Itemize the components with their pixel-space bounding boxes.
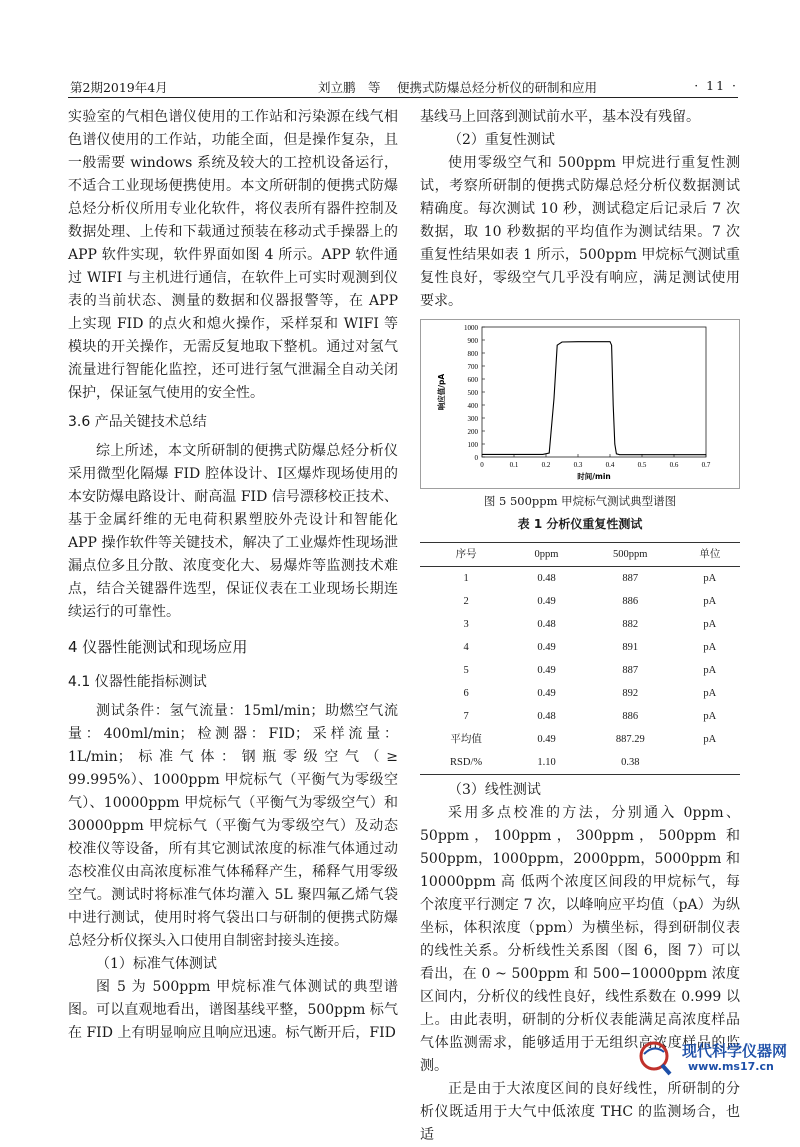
table-cell: 887 (622, 665, 639, 676)
right-column (420, 106, 740, 1147)
running-header (68, 78, 738, 98)
repeatability-table (420, 542, 740, 775)
table-row (420, 682, 740, 705)
table-header-cell: 0ppm (534, 549, 559, 560)
y-tick-label: 400 (467, 402, 478, 410)
table-cell: 0.49 (537, 688, 556, 699)
subheading-linearity: （3）线性测试 (448, 782, 541, 798)
issue-date: 第2期2019年4月 (70, 80, 168, 95)
x-tick-label: 0.6 (669, 461, 679, 469)
table-cell: 平均值 (450, 734, 482, 745)
table-row (420, 728, 740, 751)
y-tick-label: 500 (467, 389, 478, 397)
paragraph: 使用零级空气和 500ppm 甲烷进行重复性测试，考察所研制的便携式防爆总烃分析仪数据测试精确度。每次测试 10 秒，测试稳定后记录后 7 次数据，取 10 秒数据的平均值作为测试结果。7 次重复性结果如表 1 所示，500ppm 甲烷标气测试重复性良好，零级空气几乎没有响应，满足测试使用要求。 (420, 155, 740, 309)
y-tick-label: 200 (467, 428, 478, 436)
table-caption: 表 1 分析仪重复性测试 (517, 517, 643, 531)
page-number: · 11 · (694, 78, 738, 93)
table-header-row (420, 543, 740, 567)
table-cell (680, 751, 740, 775)
table-row (420, 705, 740, 728)
subheading-repeatability: （2）重复性测试 (448, 132, 555, 148)
table-cell: pA (703, 734, 717, 745)
x-tick-label: 0.3 (573, 461, 583, 469)
table-cell: 0.48 (537, 573, 556, 584)
section-heading-4: 4 仪器性能测试和现场应用 (68, 638, 248, 656)
table-header-cell: 500ppm (613, 549, 648, 560)
paragraph: 综上所述，本文所研制的便携式防爆总烃分析仪采用微型化隔爆 FID 腔体设计、Ⅰ区爆炸现场使用的本安防爆电路设计、耐高温 FID 信号漂移校正技术、基于金属纤维的无电荷积累塑胶外壳设计和智能化 APP 操作软件等关键技术，解决了工业爆炸性现场泄漏点位多且分散、浓度变化大、易爆炸等监测技术难点，结合关键器件选型，保证仪表在工业现场长期连续运行的可靠性。 (68, 443, 398, 620)
table-cell: 882 (622, 619, 639, 630)
chromatogram-chart (420, 319, 740, 489)
table-cell: 6 (463, 688, 469, 699)
x-axis-label: 时间/min (577, 472, 611, 481)
x-tick-label: 0.4 (605, 461, 615, 469)
table-cell: 4 (463, 642, 469, 653)
table-cell: 5 (463, 665, 469, 676)
magnifier-logo-icon (632, 1038, 682, 1078)
table-header-cell: 单位 (699, 549, 721, 560)
paragraph: 测试条件：氢气流量：15ml/min；助燃空气流量：400ml/min；检测器：FID；采样流量：1L/min；标准气体：钢瓶零级空气（≥ 99.995%）、1000ppm 甲烷标气（平衡气为零级空气）、10000ppm 甲烷标气（平衡气为零级空气）和 30000ppm 甲烷标气（平衡气为零级空气）及动态校准仪等设备，所有其它测试浓度的标准气体通过动态校准仪由高浓度标准气体稀释产生，稀释气用零级空气。测试时将标准气体均灌入 5L 聚四氟乙烯气袋中进行测试，使用时将气袋出口与研制的便携式防爆总烃分析仪探头入口使用自制密封接头连接。 (68, 703, 398, 949)
watermark-brand: 现代科学仪器网 (682, 1042, 788, 1060)
watermark-url: www.ms17.cn (688, 1060, 774, 1073)
table-row (420, 613, 740, 636)
y-tick-label: 1000 (464, 324, 478, 332)
table-cell: 891 (622, 642, 639, 653)
table-cell: 0.49 (537, 665, 556, 676)
table-row (420, 659, 740, 682)
table-cell: 892 (622, 688, 639, 699)
x-tick-label: 0 (480, 461, 484, 469)
table-cell: 1.10 (537, 757, 556, 768)
watermark-logo (632, 1038, 792, 1078)
signal-line (482, 342, 706, 455)
y-tick-label: 900 (467, 337, 478, 345)
y-tick-label: 300 (467, 415, 478, 423)
table-cell: 887.29 (615, 734, 645, 745)
y-tick-label: 0 (474, 454, 478, 462)
header-rule (68, 97, 738, 98)
table-cell: pA (703, 642, 717, 653)
table-cell: 0.48 (537, 711, 556, 722)
table-cell: pA (703, 688, 717, 699)
y-axis-label: 响应值/pA (437, 373, 446, 411)
table-cell: pA (703, 665, 717, 676)
table-header-cell: 序号 (455, 549, 477, 560)
x-tick-label: 0.5 (637, 461, 647, 469)
paragraph: 图 5 为 500ppm 甲烷标准气体测试的典型谱图。可以直观地看出，谱图基线平整，500ppm 标气在 FID 上有明显响应且响应迅速。标气断开后，FID (68, 979, 398, 1041)
section-heading-3-6: 3.6 产品关键技术总结 (68, 414, 207, 430)
table-cell: 2 (463, 596, 469, 607)
plot-area (482, 327, 706, 457)
figure-caption: 图 5 500ppm 甲烷标气测试典型谱图 (483, 494, 677, 508)
table-cell: 3 (463, 619, 469, 630)
table-row (420, 567, 740, 591)
x-tick-label: 0.7 (701, 461, 711, 469)
section-heading-4-1: 4.1 仪器性能指标测试 (68, 674, 207, 690)
table-cell: 0.49 (537, 734, 556, 745)
table-cell: pA (703, 619, 717, 630)
paragraph: 正是由于大浓度区间的良好线性，所研制的分析仪既适用于大气中低浓度 THC 的监测场合，也适 (420, 1081, 740, 1143)
y-tick-label: 600 (467, 376, 478, 384)
paragraph: 基线马上回落到测试前水平，基本没有残留。 (420, 109, 700, 125)
table-cell: 886 (622, 596, 639, 607)
table-cell: 886 (622, 711, 639, 722)
table-cell: 0.49 (537, 642, 556, 653)
table-cell: pA (703, 711, 717, 722)
table-cell: 0.38 (621, 757, 640, 768)
table-cell: 7 (463, 711, 469, 722)
table-cell: 0.49 (537, 596, 556, 607)
table-cell: 1 (463, 573, 469, 584)
y-tick-label: 800 (467, 350, 478, 358)
y-tick-label: 700 (467, 363, 478, 371)
table-row (420, 636, 740, 659)
table-row (420, 751, 740, 775)
figure-5 (420, 319, 740, 489)
y-tick-label: 100 (467, 441, 478, 449)
paragraph: 采用多点校准的方法，分别通入 0ppm、50ppm，100ppm，300ppm，500ppm 和 500ppm，1000ppm，2000ppm，5000ppm 和 10000ppm 高 低两个浓度区间段的甲烷标气，每个浓度平行测定 7 次，以峰响应平均值（pA）为纵坐标，体积浓度（ppm）为横坐标，得到研制仪表的线性关系。分析线性关系图（图 6，图 7）可以看出，在 0 ~ 500ppm 和 500−10000ppm 浓度区间内，分析仪的线性良好，线性系数在 0.999 以上。由此表明，研制的分析仪表能满足高浓度样品气体监测需求，能够适用于无组织高浓度样品的监测。 (420, 805, 740, 1074)
table-cell: 887 (622, 573, 639, 584)
header-title: 刘立鹏 等 便携式防爆总烃分析仪的研制和应用 (318, 80, 597, 95)
table-cell: pA (703, 573, 717, 584)
table-cell: pA (703, 596, 717, 607)
left-column (68, 106, 398, 1045)
table-cell: RSD/% (450, 757, 483, 768)
table-cell: 0.48 (537, 619, 556, 630)
x-tick-label: 0.2 (541, 461, 551, 469)
table-row (420, 590, 740, 613)
paragraph: 实验室的气相色谱仪使用的工作站和污染源在线气相色谱仪使用的工作站，功能全面，但是操作复杂，且一般需要 windows 系统及较大的工控机设备运行，不适合工业现场便携使用。本文所研制的便携式防爆总烃分析仪所用专业化软件，将仪表所有器件控制及数据处理、上传和下载通过预装在移动式手操器上的 APP 软件实现，软件界面如图 4 所示。APP 软件通过 WIFI 与主机进行通信，在软件上可实时观测到仪表的当前状态、测量的数据和仪器报警等，在 APP 上实现 FID 的点火和熄火操作，采样泵和 WIFI 等模块的开关操作，无需反复地取下整机。通过对氢气流量进行智能化监控，还可进行氢气泄漏全自动关闭保护，保证氢气使用的安全性。 (68, 109, 398, 401)
subheading-standard-gas: （1）标准气体测试 (96, 956, 217, 972)
x-tick-label: 0.1 (509, 461, 519, 469)
